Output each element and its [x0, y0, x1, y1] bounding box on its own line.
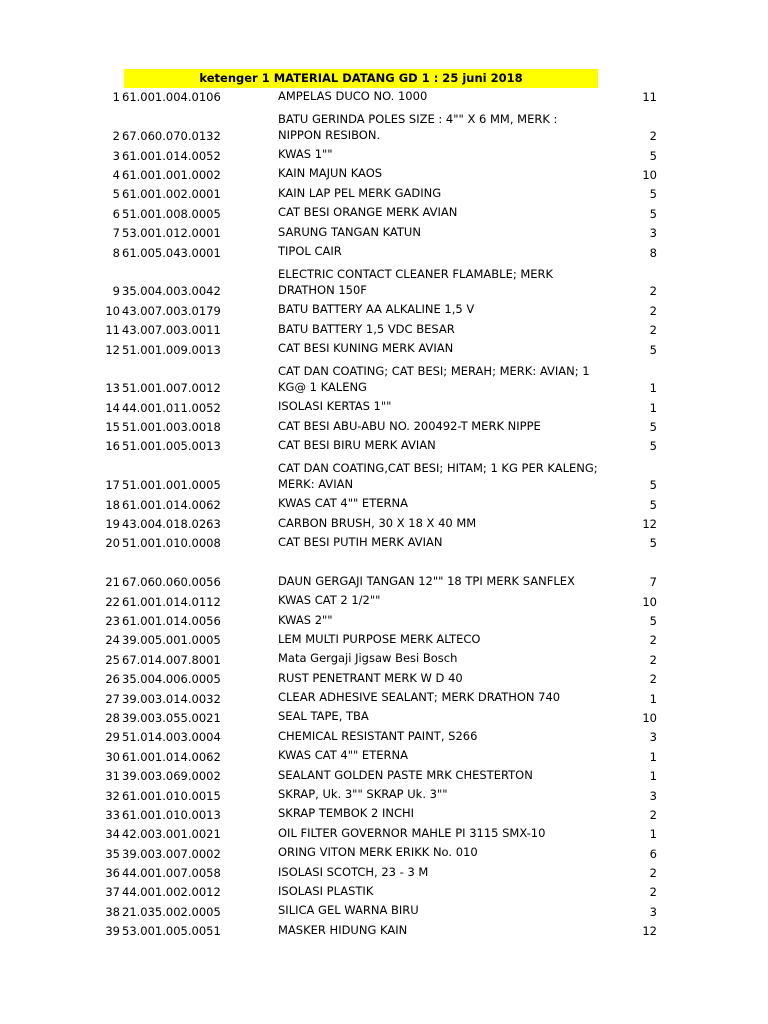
material-description: ELECTRIC CONTACT CLEANER FLAMABLE; MERK DRATHON 150F [278, 267, 554, 297]
row-number: 11 [105, 323, 120, 338]
row-number: 21 [105, 575, 120, 590]
quantity: 1 [649, 691, 657, 706]
table-row [0, 147, 768, 166]
quantity: 5 [649, 187, 657, 202]
material-code: 67.060.070.0132 [122, 129, 221, 144]
row-number: 35 [105, 846, 120, 861]
quantity: 5 [649, 478, 657, 493]
material-code: 44.001.011.0052 [122, 400, 221, 415]
row-number: 2 [112, 129, 120, 144]
quantity: 5 [649, 497, 657, 512]
row-number: 17 [105, 478, 120, 493]
table-row [0, 574, 768, 593]
table-row [0, 884, 768, 903]
row-number: 25 [105, 652, 120, 667]
material-code: 43.007.003.0011 [122, 323, 221, 338]
row-number: 24 [105, 633, 120, 648]
quantity: 1 [649, 749, 657, 764]
material-description: ISOLASI PLASTIK [278, 883, 374, 898]
row-number: 5 [112, 187, 120, 202]
quantity: 2 [649, 652, 657, 667]
table-row [0, 205, 768, 224]
table-row [0, 690, 768, 709]
row-number: 13 [105, 381, 120, 396]
material-description: AMPELAS DUCO NO. 1000 [278, 88, 428, 103]
table-row [0, 419, 768, 438]
row-number: 32 [105, 788, 120, 803]
material-description: SEAL TAPE, TBA [278, 709, 369, 724]
material-code: 61.001.004.0106 [122, 90, 221, 105]
quantity: 6 [649, 846, 657, 861]
material-description: CAT BESI PUTIH MERK AVIAN [278, 534, 443, 549]
quantity: 2 [649, 303, 657, 318]
material-description: RUST PENETRANT MERK W D 40 [278, 670, 463, 685]
quantity: 2 [649, 672, 657, 687]
material-code: 51.001.008.0005 [122, 206, 221, 221]
quantity: 10 [642, 710, 657, 725]
material-code: 51.001.003.0018 [122, 420, 221, 435]
material-code: 61.001.001.0002 [122, 167, 221, 182]
table-row [0, 399, 768, 418]
table-row [0, 845, 768, 864]
material-description: CHEMICAL RESISTANT PAINT, S266 [278, 728, 478, 743]
row-number: 15 [105, 420, 120, 435]
material-code: 61.001.010.0015 [122, 788, 221, 803]
material-description: BATU BATTERY 1,5 VDC BESAR [278, 321, 455, 336]
row-number: 16 [105, 439, 120, 454]
material-code: 53.001.005.0051 [122, 924, 221, 939]
material-description: KWAS CAT 4"" ETERNA [278, 748, 408, 763]
row-number: 37 [105, 885, 120, 900]
material-description: BATU GERINDA POLES SIZE : 4"" X 6 MM, MERK : NIPPON RESIBON. [278, 112, 558, 142]
table-row [0, 167, 768, 186]
material-description: CAT BESI ABU-ABU NO. 200492-T MERK NIPPE [278, 418, 541, 433]
row-number: 39 [105, 924, 120, 939]
row-number: 18 [105, 497, 120, 512]
quantity: 2 [649, 633, 657, 648]
row-number: 22 [105, 594, 120, 609]
material-description: KWAS 1"" [278, 147, 333, 162]
quantity: 7 [649, 575, 657, 590]
table-row [0, 729, 768, 748]
row-number: 23 [105, 614, 120, 628]
row-number: 33 [105, 807, 120, 822]
table-row [0, 186, 768, 205]
table-row [0, 225, 768, 244]
quantity: 2 [649, 807, 657, 822]
table-row [0, 322, 768, 341]
material-description: SKRAP, Uk. 3"" SKRAP Uk. 3"" [278, 787, 448, 802]
table-row [0, 865, 768, 884]
material-code: 61.001.014.0112 [122, 594, 221, 609]
quantity: 1 [649, 827, 657, 842]
material-code: 67.014.007.8001 [122, 652, 221, 667]
row-number: 1 [112, 90, 120, 105]
material-code: 61.001.014.0056 [122, 614, 221, 628]
material-code: 21.035.002.0005 [122, 904, 221, 919]
quantity: 12 [642, 517, 657, 532]
quantity: 5 [649, 148, 657, 163]
table-row [0, 516, 768, 535]
material-code: 44.001.007.0058 [122, 866, 221, 881]
row-number: 7 [112, 226, 120, 241]
row-number: 29 [105, 730, 120, 745]
material-description: CAT BESI ORANGE MERK AVIAN [278, 205, 458, 220]
quantity: 10 [642, 167, 657, 182]
material-description: SARUNG TANGAN KATUN [278, 224, 421, 239]
quantity: 1 [649, 381, 657, 396]
material-description: ISOLASI KERTAS 1"" [278, 399, 392, 414]
material-code: 61.001.014.0052 [122, 148, 221, 163]
table-row [0, 108, 768, 147]
table-row [0, 593, 768, 612]
material-code: 51.014.003.0004 [122, 730, 221, 745]
quantity: 2 [649, 129, 657, 144]
row-number: 10 [105, 303, 120, 318]
material-description: KWAS 2"" [278, 612, 333, 627]
material-description: CAT BESI KUNING MERK AVIAN [278, 341, 454, 355]
material-code: 44.001.002.0012 [122, 885, 221, 900]
material-description: TIPOL CAIR [278, 244, 342, 259]
quantity: 12 [642, 924, 657, 939]
row-number: 9 [112, 284, 120, 299]
table-row [0, 903, 768, 922]
quantity: 1 [649, 769, 657, 784]
material-description: SEALANT GOLDEN PASTE MRK CHESTERTON [278, 767, 533, 782]
row-number: 36 [105, 866, 120, 881]
material-code: 61.001.010.0013 [122, 807, 221, 822]
material-code: 39.003.055.0021 [122, 710, 221, 725]
row-number: 8 [112, 245, 120, 260]
material-code: 51.001.010.0008 [122, 536, 221, 551]
quantity: 11 [642, 90, 657, 105]
row-number: 26 [105, 672, 120, 687]
material-description: CAT DAN COATING,CAT BESI; HITAM; 1 KG PER KALENG; MERK: AVIAN [278, 461, 598, 491]
table-row [0, 807, 768, 826]
material-code: 51.001.001.0005 [122, 478, 221, 493]
sheet-title: ketenger 1 MATERIAL DATANG GD 1 : 25 juni 2018 [124, 69, 598, 88]
quantity: 2 [649, 866, 657, 881]
quantity: 5 [649, 420, 657, 435]
table-row [0, 89, 768, 108]
material-code: 43.004.018.0263 [122, 517, 221, 532]
table-row [0, 671, 768, 690]
quantity: 2 [649, 885, 657, 900]
material-description: Mata Gergaji Jigsaw Besi Bosch [278, 651, 458, 666]
material-description: OIL FILTER GOVERNOR MAHLE PI 3115 SMX-10 [278, 825, 546, 840]
material-description: KWAS CAT 4"" ETERNA [278, 496, 408, 511]
material-code: 39.005.001.0005 [122, 633, 221, 648]
material-code: 53.001.012.0001 [122, 226, 221, 241]
table-row [0, 768, 768, 787]
quantity: 5 [649, 206, 657, 221]
row-number: 28 [105, 710, 120, 725]
table-row [0, 710, 768, 729]
quantity: 3 [649, 904, 657, 919]
table-row [0, 264, 768, 303]
material-code: 35.004.003.0042 [122, 284, 221, 299]
material-description: KAIN MAJUN KAOS [278, 166, 383, 181]
row-number: 34 [105, 827, 120, 842]
row-number: 19 [105, 517, 120, 532]
row-number: 14 [105, 400, 120, 415]
material-description: SILICA GEL WARNA BIRU [278, 903, 419, 918]
quantity: 5 [649, 614, 657, 628]
table-row [0, 923, 768, 942]
table-row [0, 496, 768, 515]
material-code: 61.001.002.0001 [122, 187, 221, 202]
table-row [0, 438, 768, 457]
quantity: 5 [649, 439, 657, 454]
row-number: 6 [112, 206, 120, 221]
quantity: 3 [649, 788, 657, 803]
quantity: 3 [649, 226, 657, 241]
material-code: 35.004.006.0005 [122, 672, 221, 687]
material-description: BATU BATTERY AA ALKALINE 1,5 V [278, 302, 475, 317]
table-row [0, 302, 768, 321]
material-table [0, 89, 768, 942]
table-row [0, 244, 768, 263]
table-row [0, 826, 768, 845]
material-description: KAIN LAP PEL MERK GADING [278, 185, 442, 200]
material-description: CARBON BRUSH, 30 X 18 X 40 MM [278, 515, 477, 530]
quantity: 1 [649, 400, 657, 415]
material-code: 51.001.005.0013 [122, 439, 221, 454]
material-code: 67.060.060.0056 [122, 575, 221, 590]
quantity: 3 [649, 730, 657, 745]
table-row [0, 787, 768, 806]
material-description: CAT DAN COATING; CAT BESI; MERAH; MERK: AVIAN; 1 KG@ 1 KALENG [278, 364, 590, 394]
material-description: MASKER HIDUNG KAIN [278, 922, 408, 937]
material-description: SKRAP TEMBOK 2 INCHI [278, 806, 415, 821]
table-row [0, 632, 768, 651]
row-number: 12 [105, 342, 120, 357]
row-number: 31 [105, 769, 120, 784]
material-code: 61.005.043.0001 [122, 245, 221, 260]
table-row [0, 341, 768, 360]
quantity: 2 [649, 284, 657, 299]
quantity: 5 [649, 536, 657, 551]
table-row [0, 748, 768, 767]
material-description: ORING VITON MERK ERIKK No. 010 [278, 845, 478, 860]
material-description: LEM MULTI PURPOSE MERK ALTECO [278, 631, 481, 646]
row-number: 3 [112, 148, 120, 163]
row-number: 38 [105, 904, 120, 919]
blank-row [0, 554, 768, 573]
material-code: 39.003.069.0002 [122, 769, 221, 784]
material-description: DAUN GERGAJI TANGAN 12"" 18 TPI MERK SANFLEX [278, 573, 575, 588]
row-number: 20 [105, 536, 120, 551]
row-number: 30 [105, 749, 120, 764]
table-row [0, 535, 768, 554]
material-code: 43.007.003.0179 [122, 303, 221, 318]
material-description: ISOLASI SCOTCH, 23 - 3 M [278, 864, 429, 879]
table-row [0, 651, 768, 670]
quantity: 5 [649, 342, 657, 357]
material-code: 61.001.014.0062 [122, 749, 221, 764]
material-code: 39.003.014.0032 [122, 691, 221, 706]
material-code: 51.001.007.0012 [122, 381, 221, 396]
material-description: KWAS CAT 2 1/2"" [278, 593, 381, 608]
quantity: 8 [649, 245, 657, 260]
quantity: 2 [649, 323, 657, 338]
material-code: 39.003.007.0002 [122, 846, 221, 861]
row-number: 27 [105, 691, 120, 706]
quantity: 10 [642, 594, 657, 609]
material-description: CAT BESI BIRU MERK AVIAN [278, 437, 436, 452]
table-row [0, 457, 768, 496]
material-code: 51.001.009.0013 [122, 342, 221, 357]
table-row [0, 361, 768, 400]
table-row [0, 613, 768, 632]
material-code: 61.001.014.0062 [122, 497, 221, 512]
row-number: 4 [112, 167, 120, 182]
material-code: 42.003.001.0021 [122, 827, 221, 842]
material-description: CLEAR ADHESIVE SEALANT; MERK DRATHON 740 [278, 690, 561, 705]
